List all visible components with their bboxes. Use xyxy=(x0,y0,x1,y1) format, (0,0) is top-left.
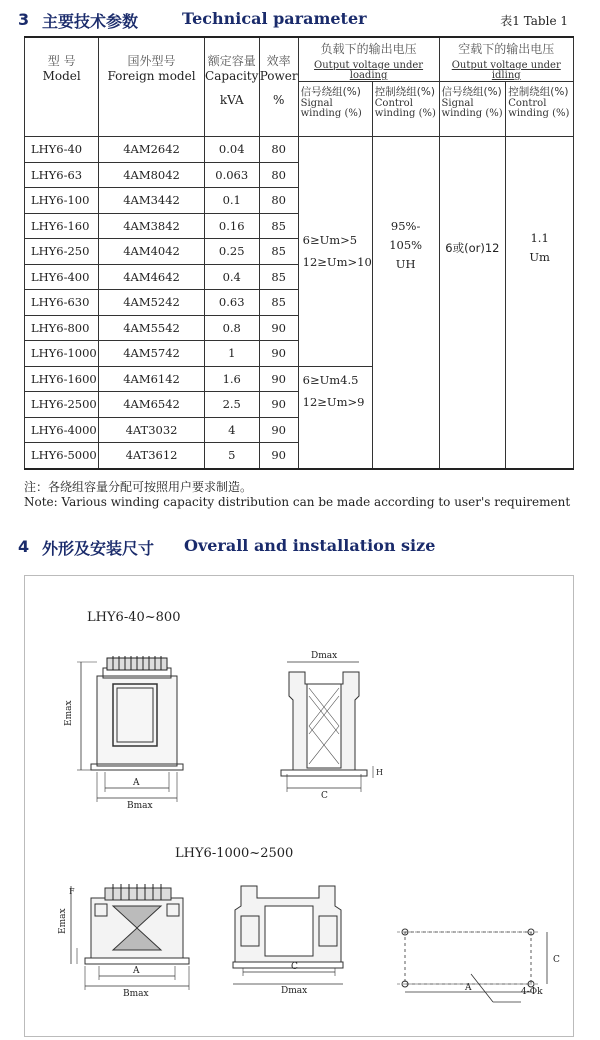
header-idle-control xyxy=(506,82,574,137)
note-cn: 注：各绕组容量分配可按照用户要求制造。 xyxy=(24,480,253,494)
dim-bmax-label: Bmax xyxy=(127,801,153,811)
note-en: Note: Various winding capacity distribution can be made according to user's requirement xyxy=(24,495,571,509)
header-output-loading xyxy=(298,37,439,82)
header-load-signal-cn: 信号绕组(%) xyxy=(300,86,361,98)
header-eff-en: Power xyxy=(259,69,298,83)
load-signal-a-line1: 6≥Um>5 xyxy=(302,233,358,248)
header-load-control-cn: 控制绕组(%) xyxy=(374,86,435,98)
cell-foreign: 4AT3032 xyxy=(99,417,204,443)
cell-model: LHY6-400 xyxy=(25,264,99,290)
large-front-view xyxy=(71,884,189,990)
cell-model: LHY6-2500 xyxy=(25,392,99,418)
cell-capacity: 0.04 xyxy=(204,137,259,163)
installation-drawings xyxy=(24,575,574,1037)
large-side-view xyxy=(233,886,343,984)
cell-efficiency: 80 xyxy=(259,137,298,163)
section-number: 3 xyxy=(18,10,30,29)
cell-foreign: 4AM8042 xyxy=(99,162,204,188)
header-foreign-en: Foreign model xyxy=(107,69,196,83)
cell-foreign: 4AT3612 xyxy=(99,443,204,469)
cell-efficiency: 90 xyxy=(259,417,298,443)
dim-c-label-holes: C xyxy=(553,955,560,965)
section-title-en: Overall and installation size xyxy=(184,536,436,555)
load-control-line2: 105% xyxy=(389,238,423,252)
cell-efficiency: 85 xyxy=(259,239,298,265)
cell-model: LHY6-4000 xyxy=(25,417,99,443)
cell-model: LHY6-1600 xyxy=(25,366,99,392)
cell-model: LHY6-40 xyxy=(25,137,99,163)
section-title-cn: 外形及安装尺寸 xyxy=(42,539,155,558)
dim-a-label-large: A xyxy=(133,966,140,976)
header-idle-signal-cn: 信号绕组(%) xyxy=(441,86,502,98)
dim-c-label: C xyxy=(321,791,328,801)
header-model-en: Model xyxy=(42,69,81,83)
header-idle-en: Output voltage under idling xyxy=(451,60,561,81)
technical-parameter-table xyxy=(24,36,574,470)
dim-f-label: F xyxy=(69,887,75,896)
cell-load-signal-group-b xyxy=(298,366,372,469)
section-number: 4 xyxy=(18,537,30,556)
section-title-en: Technical parameter xyxy=(182,9,367,28)
drawing-label-large: LHY6-1000~2500 xyxy=(175,846,294,861)
header-foreign-model xyxy=(99,37,204,137)
drawing-label-small: LHY6-40~800 xyxy=(87,610,181,625)
cell-foreign: 4AM4042 xyxy=(99,239,204,265)
cell-capacity: 1 xyxy=(204,341,259,367)
header-output-idling xyxy=(439,37,573,82)
header-capacity-cn: 额定容量 xyxy=(207,54,256,68)
header-load-signal xyxy=(298,82,372,137)
cell-load-control xyxy=(372,137,439,469)
cell-efficiency: 90 xyxy=(259,341,298,367)
header-eff-unit: % xyxy=(272,93,285,107)
dim-a-label-holes: A xyxy=(465,983,472,993)
load-control-line3: UH xyxy=(395,257,416,271)
load-signal-b-line2: 12≥Um>9 xyxy=(302,394,365,409)
load-signal-a-line2: 12≥Um>10 xyxy=(302,255,372,270)
cell-efficiency: 80 xyxy=(259,188,298,214)
dim-dmax-label: Dmax xyxy=(311,651,338,661)
header-load-en: Output voltage under loading xyxy=(314,60,424,81)
cell-foreign: 4AM2642 xyxy=(99,137,204,163)
load-signal-b-line1: 6≥Um4.5 xyxy=(302,372,359,387)
cell-capacity: 5 xyxy=(204,443,259,469)
drawings-svg xyxy=(25,576,573,1036)
header-capacity-unit: kVA xyxy=(219,93,244,107)
idle-signal-value: 6或(or)12 xyxy=(445,241,500,255)
cell-foreign: 4AM5242 xyxy=(99,290,204,316)
cell-model: LHY6-160 xyxy=(25,213,99,239)
cell-foreign: 4AM6542 xyxy=(99,392,204,418)
dim-dmax-label-large: Dmax xyxy=(281,986,308,996)
cell-foreign: 4AM5742 xyxy=(99,341,204,367)
cell-model: LHY6-250 xyxy=(25,239,99,265)
load-control-line1: 95%- xyxy=(390,219,421,233)
header-idle-cn: 空载下的输出电压 xyxy=(458,42,555,56)
cell-capacity: 0.1 xyxy=(204,188,259,214)
cell-efficiency: 85 xyxy=(259,290,298,316)
header-idle-signal-en: Signal winding (%) xyxy=(441,98,503,119)
cell-foreign: 4AM6142 xyxy=(99,366,204,392)
cell-foreign: 4AM5542 xyxy=(99,315,204,341)
dim-holes-label: 4-Φk xyxy=(521,987,543,997)
idle-control-line1: 1.1 xyxy=(530,231,549,245)
cell-model: LHY6-630 xyxy=(25,290,99,316)
cell-efficiency: 90 xyxy=(259,443,298,469)
dim-emax-label: Emax xyxy=(64,700,74,726)
header-idle-control-en: Control winding (%) xyxy=(508,98,570,119)
header-load-cn: 负载下的输出电压 xyxy=(320,42,417,56)
cell-capacity: 2.5 xyxy=(204,392,259,418)
cell-efficiency: 85 xyxy=(259,213,298,239)
small-side-view xyxy=(281,662,373,792)
cell-model: LHY6-63 xyxy=(25,162,99,188)
header-load-control xyxy=(372,82,439,137)
dim-a-label: A xyxy=(133,778,140,788)
cell-model: LHY6-5000 xyxy=(25,443,99,469)
cell-efficiency: 90 xyxy=(259,392,298,418)
header-capacity xyxy=(204,37,259,137)
cell-model: LHY6-800 xyxy=(25,315,99,341)
dim-c-label-large: C xyxy=(291,962,298,972)
header-model xyxy=(25,37,99,137)
cell-idle-control xyxy=(506,137,574,469)
header-idle-signal xyxy=(439,82,506,137)
cell-capacity: 0.63 xyxy=(204,290,259,316)
cell-idle-signal xyxy=(439,137,506,469)
dim-h-label: H xyxy=(376,768,383,777)
header-idle-control-cn: 控制绕组(%) xyxy=(508,86,569,98)
header-model-cn: 型 号 xyxy=(47,54,76,68)
header-efficiency xyxy=(259,37,298,137)
cell-foreign: 4AM3442 xyxy=(99,188,204,214)
small-front-view xyxy=(77,656,183,802)
cell-load-signal-group-a xyxy=(298,137,372,367)
cell-capacity: 0.4 xyxy=(204,264,259,290)
table-label: 表1 Table 1 xyxy=(500,14,568,28)
section-3-header xyxy=(18,8,578,32)
cell-capacity: 0.25 xyxy=(204,239,259,265)
cell-model: LHY6-100 xyxy=(25,188,99,214)
cell-foreign: 4AM3842 xyxy=(99,213,204,239)
dim-bmax-label-large: Bmax xyxy=(123,989,149,999)
cell-model: LHY6-1000 xyxy=(25,341,99,367)
header-capacity-en: Capacity xyxy=(205,69,259,83)
cell-capacity: 0.16 xyxy=(204,213,259,239)
dim-emax-label-large: Emax xyxy=(58,908,68,934)
table-row xyxy=(25,137,574,163)
section-title-cn: 主要技术参数 xyxy=(42,12,139,31)
cell-capacity: 4 xyxy=(204,417,259,443)
cell-efficiency: 90 xyxy=(259,315,298,341)
cell-capacity: 0.063 xyxy=(204,162,259,188)
header-load-signal-en: Signal winding (%) xyxy=(300,98,362,119)
header-foreign-cn: 国外型号 xyxy=(127,54,176,68)
idle-control-line2: Um xyxy=(529,250,550,264)
cell-capacity: 0.8 xyxy=(204,315,259,341)
cell-efficiency: 90 xyxy=(259,366,298,392)
header-eff-cn: 效率 xyxy=(266,54,291,68)
cell-capacity: 1.6 xyxy=(204,366,259,392)
cell-foreign: 4AM4642 xyxy=(99,264,204,290)
cell-efficiency: 85 xyxy=(259,264,298,290)
cell-efficiency: 80 xyxy=(259,162,298,188)
header-load-control-en: Control winding (%) xyxy=(374,98,436,119)
